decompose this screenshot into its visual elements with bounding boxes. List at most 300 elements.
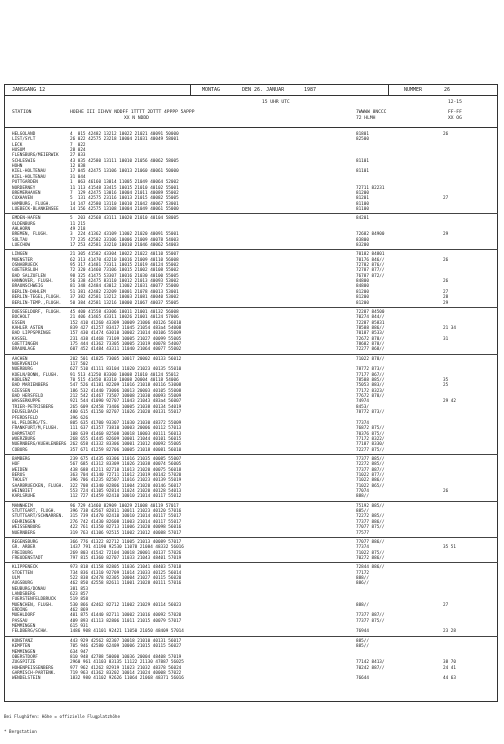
table-row bbox=[0, 238, 504, 243]
observation-groups: 186 532 41440 73006 10013 20003 40105 55008 bbox=[70, 388, 182, 394]
group-separator bbox=[4, 249, 498, 250]
station-name: BOCHOLT bbox=[12, 315, 31, 321]
observation-groups: 409 893 41113 82806 11011 21015 40079 57017 bbox=[70, 618, 182, 624]
ff-header: FF-FF bbox=[448, 110, 462, 115]
extra-groups: 8453/ bbox=[356, 404, 369, 410]
table-row bbox=[0, 676, 504, 681]
observation-groups: 212 542 41467 73507 10008 21030 40093 55009 bbox=[70, 394, 182, 400]
station-name: BERUS bbox=[12, 473, 25, 478]
table-row bbox=[0, 448, 504, 453]
station-name: HUSUM bbox=[12, 148, 25, 154]
table-row bbox=[0, 551, 504, 556]
observation-groups: 17 253 42581 33210 10010 21046 40062 54003 bbox=[70, 243, 179, 248]
table-row bbox=[0, 222, 504, 227]
station-name: PASSAU bbox=[12, 618, 28, 624]
station-name: BAD LIPPSPRINGE bbox=[12, 331, 51, 337]
group-separator bbox=[4, 213, 498, 214]
table-row bbox=[0, 274, 504, 279]
station-name: GUETERSLOH bbox=[12, 268, 38, 274]
station-name: MANNHEIM bbox=[12, 503, 33, 509]
table-row bbox=[0, 284, 504, 289]
table-row bbox=[0, 468, 504, 473]
station-name: LINGEN bbox=[12, 252, 28, 258]
table-row bbox=[0, 410, 504, 415]
station-name: MUENCHEN, FLUGH. bbox=[12, 602, 54, 608]
station-name: HAMBURG, FLUGH. bbox=[12, 201, 51, 207]
table-row bbox=[0, 666, 504, 671]
observation-groups: 77 235 42582 33106 10006 21009 40078 54003 bbox=[70, 237, 179, 243]
observation-groups: 3 224 41362 43109 11002 21020 40091 55001 bbox=[70, 232, 179, 238]
station-name: ULM bbox=[12, 575, 20, 581]
observation-groups: 14 156 42575 13108 10004 21049 40061 55000 bbox=[70, 206, 179, 212]
wind-gust: 38 70 bbox=[443, 660, 456, 666]
observation-groups: 111 637 41357 73810 10003 20006 40112 57013 bbox=[70, 426, 182, 432]
observation-groups: 547 526 41181 82209 11016 21018 40116 53008 bbox=[70, 383, 182, 389]
extra-groups: 77074 bbox=[356, 489, 369, 495]
observation-groups: 462 850 42558 82611 11001 21028 40111 57016 bbox=[70, 581, 182, 587]
station-name: NORDERNEY bbox=[12, 185, 36, 191]
extra-groups: 71022 865// bbox=[356, 483, 385, 489]
extra-groups: 70242 887// bbox=[356, 665, 385, 671]
station-name: KOELN/BONN, FLUGH. bbox=[12, 372, 59, 378]
observation-groups: 21 305 41582 43304 10022 21022 40110 55007 bbox=[70, 252, 179, 258]
observation-groups: 319 763 41106 92515 11002 21012 40088 57017 bbox=[70, 530, 182, 536]
station-name: LECK bbox=[12, 142, 23, 148]
wind-gust: 26 bbox=[443, 489, 449, 495]
table-row bbox=[0, 202, 504, 207]
observation-groups: 51 381 42482 23209 10001 21078 40013 53001 bbox=[70, 289, 179, 295]
observation-groups: 276 742 41430 82608 11003 21014 40117 55017 bbox=[70, 519, 182, 525]
extra-groups: 72277 868// bbox=[356, 347, 385, 353]
wind-gust: 28 bbox=[443, 295, 449, 301]
station-name: ESSEN bbox=[12, 320, 25, 326]
observation-groups: 7 129 42475 13016 10004 21011 40089 55002 bbox=[70, 190, 179, 196]
extra-groups: 76944 bbox=[356, 629, 369, 635]
table-row bbox=[0, 159, 504, 164]
table-row bbox=[0, 597, 504, 602]
observation-groups: 269 803 41542 72104 10018 20001 40137 57026 bbox=[70, 550, 182, 556]
observation-groups: 396 706 41235 82507 11016 21023 40139 55019 bbox=[70, 478, 182, 484]
observation-groups: 72 320 41460 73106 10015 21002 40108 55002 bbox=[70, 268, 179, 274]
station-name: REGENSBURG bbox=[12, 539, 38, 545]
observation-groups: 5 203 42568 43111 10020 21010 40104 58005 bbox=[70, 216, 179, 222]
station-name: GR. ARBER bbox=[12, 545, 36, 551]
observation-groups: 17 045 42475 13106 10013 21060 40061 50000 bbox=[70, 169, 179, 175]
observation-groups: 422 761 41350 82713 11006 21020 40098 56016 bbox=[70, 525, 182, 531]
extra-groups: 84201 bbox=[356, 216, 369, 222]
station-name: HELGOLAND bbox=[12, 132, 36, 137]
extra-groups: 77577 bbox=[356, 530, 369, 536]
table-row bbox=[0, 216, 504, 221]
station-name: KLIPPENECK bbox=[12, 565, 38, 571]
station-name: HOF bbox=[12, 462, 20, 468]
table-row bbox=[0, 644, 504, 649]
obs-time: 15 UHR UTC bbox=[262, 100, 290, 105]
extra-groups: 81200 bbox=[356, 190, 369, 196]
station-name: GARMISCH-PARTENK. bbox=[12, 670, 56, 676]
observation-groups: 7 022 bbox=[70, 142, 86, 148]
table-row bbox=[0, 252, 504, 257]
station-name: KIEL-HOLTENAU bbox=[12, 174, 46, 180]
table-row bbox=[0, 186, 504, 191]
table-row bbox=[0, 301, 504, 306]
station-name: FLENSBURG/MEIERWIK bbox=[12, 153, 59, 159]
wind-gust: 25 bbox=[443, 383, 449, 389]
station-name: KARLSRUHE bbox=[12, 494, 36, 500]
station-name: DUESSELDORF, FLUGH. bbox=[12, 309, 62, 315]
extra-groups: 81101 bbox=[356, 158, 369, 164]
wind-gust: 23 28 bbox=[443, 629, 456, 635]
observation-groups: 262 658 41332 83306 10001 21012 40092 55005 bbox=[70, 442, 182, 448]
observation-groups: 921 544 41090 92707 11043 21043 483a4 56007 bbox=[70, 399, 182, 405]
number-value: 26 bbox=[444, 87, 451, 93]
extra-groups: 78772 873// bbox=[356, 367, 385, 373]
observation-groups: 366 776 41322 82712 11005 21013 40089 57017 bbox=[70, 539, 182, 545]
extra-groups: 82500 bbox=[356, 137, 369, 143]
group-separator bbox=[4, 501, 498, 502]
table-row bbox=[0, 180, 504, 185]
station-name: KEMPTEN bbox=[12, 644, 31, 650]
table-row bbox=[0, 603, 504, 608]
table-row bbox=[0, 153, 504, 158]
extra-groups: 77374 bbox=[356, 545, 369, 551]
station-name: DEUSELBACH bbox=[12, 410, 38, 416]
observation-groups: 43 035 42580 13111 10010 21056 40062 58005 bbox=[70, 158, 179, 164]
time-range: 12-15 bbox=[448, 100, 462, 105]
observation-groups: 615 931 bbox=[70, 624, 89, 630]
station-name: LANDSBERG bbox=[12, 592, 36, 597]
station-name: BAD MARIENBERG bbox=[12, 383, 49, 389]
observation-groups: 977 962 41262 82919 11023 21032 48378 56024 bbox=[70, 665, 182, 671]
station-name: WEINBIET bbox=[12, 489, 33, 495]
observation-groups: 363 704 41140 72711 11012 21019 40142 57020 bbox=[70, 473, 182, 478]
extra-groups: 75053 883// bbox=[356, 383, 385, 389]
station-name: KASSEL bbox=[12, 336, 28, 342]
observation-groups: 268 655 41445 82609 10001 21044 40101 56015 bbox=[70, 436, 182, 442]
table-row bbox=[0, 514, 504, 519]
extra-groups: 81101 bbox=[356, 169, 369, 175]
observation-groups: 322 708 41340 82806 11004 21020 40146 56017 bbox=[70, 483, 182, 489]
extra-groups: 72787 877// bbox=[356, 268, 385, 274]
station-name: BERLIN-TEMP.,FLUGH. bbox=[12, 300, 62, 306]
extra-groups: 70182 84801 bbox=[356, 252, 385, 258]
table-row bbox=[0, 268, 504, 273]
station-name: FUERSTENFELDBRUCK bbox=[12, 597, 56, 603]
extra-groups: 70176 846// bbox=[356, 257, 385, 263]
extra-groups: 77377 886// bbox=[356, 519, 385, 525]
wind-gust: 29 42 bbox=[443, 399, 456, 405]
observation-groups: 157 430 41474 63010 10002 21014 40106 55009 bbox=[70, 331, 182, 337]
table-row bbox=[0, 143, 504, 148]
station-name: EMDEN-HAFEN bbox=[12, 216, 41, 222]
observation-groups: 973 818 41158 82805 11036 21041 48403 57018 bbox=[70, 565, 182, 571]
observation-groups: 1486 908 41101 92421 11050 21050 48409 57014 bbox=[70, 629, 184, 635]
observation-groups: 839 427 41257 83417 11045 21054 483a4 54008 bbox=[70, 325, 182, 331]
extra-groups: 70272 886// bbox=[356, 555, 385, 561]
station-name: PFERDSFELD bbox=[12, 415, 38, 421]
station-name: BAD HERSFELD bbox=[12, 394, 44, 400]
observation-groups: 2960 961 41103 83135 11122 21130 47887 56025 bbox=[70, 660, 184, 666]
observation-groups: 21 406 41465 43311 10026 21001 40124 57006 bbox=[70, 315, 179, 321]
table-row bbox=[0, 389, 504, 394]
table-row bbox=[0, 478, 504, 483]
table-row bbox=[0, 232, 504, 237]
station-name: MUEHLDORF bbox=[12, 613, 36, 619]
station-name: OLDENBURG bbox=[12, 221, 36, 227]
date: DEN 26. JANUAR bbox=[242, 87, 285, 93]
extra-groups: 71022 877// bbox=[356, 473, 385, 478]
extra-groups: 72277 875// bbox=[356, 447, 385, 453]
observation-groups: 231 438 41468 73109 10005 21027 40099 55005 bbox=[70, 336, 182, 342]
observation-groups: 81 348 42484 43012 11002 21031 40077 55000 bbox=[70, 284, 179, 290]
groups-header: HOEHE III IIHVV NDDFF 1TTTT 2DTTT 4PPPP 5APPP bbox=[70, 110, 195, 115]
table-row bbox=[0, 545, 504, 550]
wind-gust: 27 bbox=[443, 289, 449, 295]
extra-groups: 77172 8322/ bbox=[356, 436, 385, 442]
group-separator bbox=[4, 307, 498, 308]
footnote-line: * Bergstation bbox=[4, 729, 37, 734]
station-name: BRAUNSCHWEIG bbox=[12, 284, 44, 290]
observation-groups: 627 510 41111 83104 11020 21023 40135 55010 bbox=[70, 367, 182, 373]
observation-groups: 70 515 41450 83310 10008 20004 40118 54006 bbox=[70, 378, 179, 384]
station-name: OSNABRUECK bbox=[12, 263, 38, 269]
extra-groups: 888// bbox=[356, 602, 369, 608]
extra-groups: 71022 886// bbox=[356, 478, 385, 484]
station-name: NOERVENICH bbox=[12, 362, 38, 367]
extra-groups: 72272 885// bbox=[356, 514, 385, 520]
station-name: KIEL-HOLTENAU bbox=[12, 169, 46, 175]
observation-groups: 797 815 41360 82707 11033 21043 48401 57019 bbox=[70, 555, 182, 561]
extra-groups: 76872 875// bbox=[356, 426, 385, 432]
observation-groups: 202 501 41825 73005 10017 20002 40133 56012 bbox=[70, 356, 182, 362]
station-name: KOBLENZ bbox=[12, 378, 31, 384]
table-row bbox=[0, 321, 504, 326]
extra-groups: 70187 8533/ bbox=[356, 331, 385, 337]
observation-groups: 49 218 bbox=[70, 226, 86, 232]
observation-groups: 315 739 41470 82410 10010 21014 40117 55017 bbox=[70, 514, 182, 520]
station-name: MEMMINGEN bbox=[12, 649, 36, 655]
table-row bbox=[0, 432, 504, 437]
observation-groups: 45 400 41558 43306 10011 21001 40132 56008 bbox=[70, 309, 179, 315]
observation-groups: 607 452 41484 43311 11040 21064 40077 55002 bbox=[70, 347, 182, 353]
station-name: COBURG bbox=[12, 447, 28, 453]
station-name: CUXHAVEN bbox=[12, 196, 33, 202]
table-row bbox=[0, 613, 504, 618]
wind-gust: 35 bbox=[443, 378, 449, 384]
table-row bbox=[0, 373, 504, 378]
station-name: NUERNBERG/KUEHLENBERG bbox=[12, 442, 67, 448]
observation-groups: 1832 980 41102 92626 11064 21068 48371 56016 bbox=[70, 676, 184, 682]
station-name: STUTTGART, FLUGH. bbox=[12, 509, 56, 515]
table-row bbox=[0, 337, 504, 342]
station-name: GIESSEN bbox=[12, 388, 31, 394]
station-name: BRAUNLAGE bbox=[12, 347, 36, 353]
station-name: OBERSTDORF bbox=[12, 654, 38, 660]
station-name: KAHLER ASTEN bbox=[12, 325, 44, 331]
table-row bbox=[0, 531, 504, 536]
observation-groups: 14 147 42580 13110 10010 21042 40067 53001 bbox=[70, 201, 179, 207]
extra-groups: 72711 82231 bbox=[356, 185, 385, 191]
station-name: FRANKFURT/M,FLUGH. bbox=[12, 426, 59, 432]
table-row bbox=[0, 196, 504, 201]
table-row bbox=[0, 571, 504, 576]
table-row bbox=[0, 494, 504, 499]
station-name: BAD SALZUFLEN bbox=[12, 273, 46, 279]
extra-groups-subheader: 72 HLMH bbox=[356, 116, 376, 121]
extra-groups: 886// bbox=[356, 581, 369, 587]
observation-groups: 381 853 bbox=[70, 586, 89, 592]
observation-groups: 634 947 bbox=[70, 649, 89, 655]
extra-groups: 81200 bbox=[356, 300, 369, 306]
table-row bbox=[0, 315, 504, 320]
observation-groups: 810 948 42788 50000 10036 20004 48408 57019 bbox=[70, 654, 182, 660]
observation-groups: 1 063 46160 13014 11005 21049 40064 52002 bbox=[70, 180, 179, 186]
observation-groups: 522 838 42478 82305 10004 21027 40115 56020 bbox=[70, 575, 182, 581]
station-name: MEMMINGEN bbox=[12, 624, 36, 630]
extra-groups: 72287 84500 bbox=[356, 309, 385, 315]
station-name: HL.PELDERG/TS. bbox=[12, 420, 49, 426]
weekday: MONTAG bbox=[202, 87, 221, 93]
wind-gust: 21 34 bbox=[443, 325, 456, 331]
extra-groups: 81200 bbox=[356, 295, 369, 301]
observation-groups: 401 875 41440 82711 10002 21016 40092 57020 bbox=[70, 613, 182, 619]
table-row bbox=[0, 258, 504, 263]
group-separator bbox=[4, 454, 498, 455]
extra-groups: 885// bbox=[356, 638, 369, 644]
observation-groups: 11 215 bbox=[70, 221, 86, 227]
extra-groups: 83800 bbox=[356, 237, 369, 243]
station-name: FREUDENSTADT bbox=[12, 555, 44, 561]
extra-groups: 77077 886// bbox=[356, 539, 385, 545]
observation-groups: 519 858 bbox=[70, 597, 89, 603]
station-name: OEHRINGEN bbox=[12, 519, 36, 525]
station-name: PUTTGARDEN bbox=[12, 180, 38, 186]
footnote bbox=[4, 704, 120, 744]
observation-groups: 37 382 42581 13212 10003 21081 40040 53002 bbox=[70, 295, 179, 301]
wind-gust: 27 bbox=[443, 602, 449, 608]
observation-groups: 98 325 41475 53307 10016 21030 40100 55005 bbox=[70, 273, 179, 279]
station-name: TRIER-PETRISBERG bbox=[12, 404, 54, 410]
station-name: BAMBERG bbox=[12, 456, 31, 462]
extra-groups: 888// bbox=[356, 575, 369, 581]
station-name: LUEBECK-BLANKENSEE bbox=[12, 206, 59, 212]
extra-groups: 72287 85831 bbox=[356, 320, 385, 326]
table-row bbox=[0, 169, 504, 174]
table-row bbox=[0, 416, 504, 421]
observation-groups: 623 857 bbox=[70, 592, 89, 597]
station-name: SCHLESWIG bbox=[12, 158, 36, 164]
extra-groups: 84800 bbox=[356, 279, 369, 285]
observation-groups: 62 313 41470 43210 10016 21009 40110 56008 bbox=[70, 257, 179, 263]
observation-groups: 357 671 41259 82706 10005 21018 40081 56010 bbox=[70, 447, 182, 453]
observation-groups: 5 131 42575 23116 10013 21015 40082 55005 bbox=[70, 196, 179, 202]
ff-subheader: XX OG bbox=[448, 116, 462, 121]
station-name: DARMSTADT bbox=[12, 431, 36, 437]
table-row bbox=[0, 619, 504, 624]
group-separator bbox=[4, 354, 498, 355]
observation-groups: 28 024 bbox=[70, 148, 86, 154]
extra-groups: 78772 873// bbox=[356, 410, 385, 416]
station-name: HOHN bbox=[12, 164, 23, 170]
observation-groups: 26 022 42575 23218 10004 21031 40049 58001 bbox=[70, 137, 179, 143]
observation-groups: 108 639 41460 82508 10018 10003 40111 56013 bbox=[70, 431, 182, 437]
wind-gust: 26 bbox=[443, 132, 449, 137]
table-row bbox=[0, 565, 504, 570]
table-row bbox=[0, 660, 504, 665]
wind-gust: 27 bbox=[443, 196, 449, 202]
observation-groups: 152 410 41260 43309 10009 21006 40126 56010 bbox=[70, 320, 182, 326]
station-header: STATION bbox=[12, 110, 32, 115]
groups-subheader: XX N NDDD bbox=[124, 116, 149, 121]
wind-gust: 24 41 bbox=[443, 665, 456, 671]
wind-gust: 35 51 bbox=[443, 545, 456, 551]
observation-groups: 530 866 42462 82712 11002 21029 40114 56023 bbox=[70, 602, 182, 608]
observation-groups: 56 338 42475 83110 10012 21013 40093 53002 bbox=[70, 279, 179, 285]
group-separator bbox=[4, 562, 498, 563]
observation-groups: 438 688 41211 82710 11013 21020 40075 56018 bbox=[70, 467, 182, 473]
observation-groups: 50 384 42581 13216 10000 21067 40037 55005 bbox=[70, 300, 179, 306]
station-name: ZUGSPITZE bbox=[12, 660, 36, 666]
station-name: KONSTANZ bbox=[12, 638, 33, 644]
station-name: WENDELSTEIN bbox=[12, 676, 41, 682]
extra-groups: 72844 886// bbox=[356, 565, 385, 571]
observation-groups: 117 502 bbox=[70, 362, 89, 367]
group-separator bbox=[4, 636, 498, 637]
observation-groups: 553 724 41105 92814 11024 21020 40128 54013 bbox=[70, 489, 182, 495]
table-row bbox=[0, 462, 504, 467]
observation-groups: 734 836 41310 92709 11014 21033 40125 56014 bbox=[70, 570, 182, 576]
table-row bbox=[0, 399, 504, 404]
group-separator bbox=[4, 537, 498, 538]
extra-groups: 81100 bbox=[356, 201, 369, 207]
station-name: WASSERKUPPE bbox=[12, 399, 41, 405]
extra-groups: 83200 bbox=[356, 243, 369, 248]
station-name: BREMEN, FLUGH. bbox=[12, 232, 49, 238]
extra-groups: 76787 872// bbox=[356, 273, 385, 279]
station-name: NUERBURG bbox=[12, 367, 33, 373]
table-row bbox=[0, 587, 504, 592]
observation-groups: 96 729 41460 82909 10029 21008 40119 57017 bbox=[70, 503, 179, 509]
wind-gust: 44 63 bbox=[443, 676, 456, 682]
station-name: SAARBRUECKEN, FLUGH. bbox=[12, 483, 64, 489]
station-name: BERLIN-DAHLEM bbox=[12, 289, 46, 295]
station-name: WEIDEN bbox=[12, 467, 28, 473]
table-row bbox=[0, 504, 504, 509]
extra-groups: 70376 875// bbox=[356, 431, 385, 437]
table-row bbox=[0, 243, 504, 248]
table-row bbox=[0, 426, 504, 431]
extra-groups: 75192 885// bbox=[356, 503, 385, 509]
extra-groups: 71022 875// bbox=[356, 550, 385, 556]
extra-groups-header: 7WWWW 8NCCC bbox=[356, 110, 387, 115]
wind-gust: 31 bbox=[443, 336, 449, 342]
station-name: BREMERHAVEN bbox=[12, 190, 41, 196]
observation-groups: 265 609 42458 73406 10005 21038 40134 54019 bbox=[70, 404, 182, 410]
extra-groups: 888// bbox=[356, 494, 369, 500]
observation-groups: 95 317 41481 73311 10015 21019 40124 55002 bbox=[70, 263, 179, 269]
table-row bbox=[0, 525, 504, 530]
extra-groups: 81200 bbox=[356, 289, 369, 295]
extra-groups: 77377 887// bbox=[356, 467, 385, 473]
extra-groups: 77172 8323/ bbox=[356, 388, 385, 394]
observation-groups: 11 113 41548 33415 10015 21010 40102 55001 bbox=[70, 185, 179, 191]
observation-groups: 239 675 41435 83306 11016 21035 40085 55007 bbox=[70, 456, 182, 462]
table-row bbox=[0, 357, 504, 362]
extra-groups: 72782 876// bbox=[356, 263, 385, 269]
station-name: HANNOVER, FLUGH. bbox=[12, 279, 54, 285]
extra-groups: 77177 867// bbox=[356, 372, 385, 378]
extra-groups: 84800 bbox=[356, 284, 369, 290]
